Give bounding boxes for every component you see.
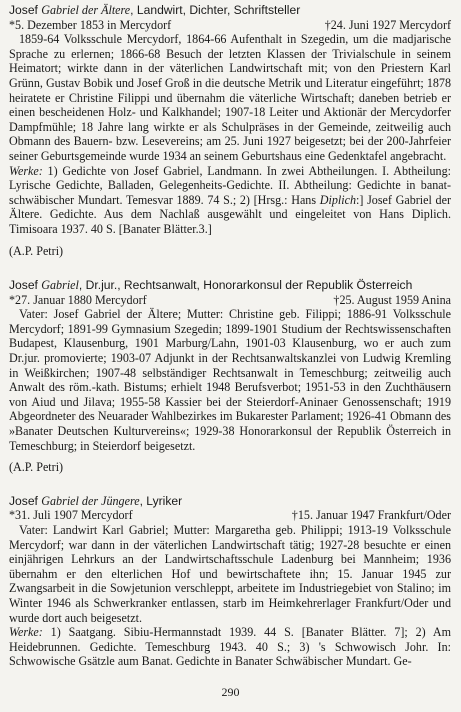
entry-name: Gabriel der Jüngere xyxy=(41,493,140,508)
entry-author: (A.P. Petri) xyxy=(9,460,64,475)
works-label: Werke: xyxy=(9,163,43,178)
works-text-italic: Diplich xyxy=(319,192,357,207)
biography: Vater: Josef Gabriel der Ältere; Mutter: Christine geb. Filippi; 1886-91 Volksschule Mercydorf; 1891-99 Gymnasium Szegedin; 1899-1901 Studium der Rechtswissenschaften Budapest, Klausenburg, 1901 Marburg/Lahn, 1901-03 Klausenburg, wo er auch zum Dr.jur. promovierte; 1903-07 Adjunkt in der Rechtsanwaltskanzlei von Ludwig Kremling in Weißkirchen; 1907-48 selbständiger Rechtsanwalt in Temeschburg; zeitweilig auch Anwalt des röm.-kath. Bistums; erhielt 1948 Berufsverbot; 1951-53 in den Zuchthäusern von Aiud und Jilava; 1955-58 Kassier bei der Steierdorf-Aninaer Genossenschaft; 1919 Abgeordneter des Neuarader Wahlbezirkes im Bukarester Parlament; 1926-41 Obmann des »Banater Deutschen Kulturvereins«; 1929-38 Honorarkonsul der Republik Österreich in Temeschburg; in Steierdorf beigesetzt. xyxy=(9,307,451,453)
entry-role: , Lyriker xyxy=(139,493,183,508)
biography: Vater: Landwirt Karl Gabriel; Mutter: Margaretha geb. Philippi; 1913-19 Volksschule Mercydorf; war dann in der väterlichen Landwirtschaft tätig; 1927-28 besuchte er einen einjährigen Lehrkurs an der Landwirtschaftsschule Ladenburg bei Mannheim; 1936 übernahm er den elterlichen Hof und bewirtschaftete ihn; 15. Januar 1945 zur Zwangsarbeit in die Sowjetunion verschleppt, arbeitete im Industriegebiet von Stalino; im Winter 1946 als Schwerkranker entlassen, starb im Heimkehrerlager Frankfurt/Oder und wurde dort auch beigesetzt. xyxy=(9,523,451,625)
entry-heading xyxy=(9,3,451,18)
entry-author: (A.P. Petri) xyxy=(9,243,64,258)
birth-date: *5. Dezember 1853 in Mercydorf xyxy=(9,17,172,32)
death-date: †15. Januar 1947 Frankfurt/Oder xyxy=(291,508,451,523)
birth-date: *31. Juli 1907 Mercydorf xyxy=(9,508,133,523)
entry-gabriel-der-aeltere xyxy=(9,3,451,258)
entry-dates xyxy=(9,18,451,33)
works-text: 1) Saatgang. Sibiu-Hermannstadt 1939. 44 S. [Banater Blätter. 7]; 2) Am Heidebrunnen. Gedichte. Temeschburg 1943. 40 S.; 3) 's Schwowisch Johr. In: Schwowische Gsätzle aum Banat. Gedichte in Banater Schwäbischer Mundart. Ge- xyxy=(9,625,451,669)
entry-role: , Dr.jur., Rechtsanwalt, Honorarkonsul der Republik Österreich xyxy=(78,278,413,293)
entry-heading xyxy=(9,494,451,509)
works xyxy=(9,625,451,669)
entry-name: Gabriel der Ältere xyxy=(41,3,131,17)
entry-gabriel-dr-jur xyxy=(9,278,451,475)
entry-dates xyxy=(9,293,451,308)
works xyxy=(9,164,451,237)
entry-role: , Landwirt, Dichter, Schriftsteller xyxy=(130,3,301,17)
death-date: †24. Juni 1927 Mercydorf xyxy=(324,17,451,32)
works-text: 1) Gedichte von Josef Gabriel, Landmann. In zwei Abtheilungen. I. Abtheilung: Lyrische Gedichte, Balladen, Gelegenheits-Gedichte. II. Abtheilung: Gedichte in banat-schwäbischer Mundart. Temesvar 1889. 74 S.; 2) [Hrsg.: Hans xyxy=(9,163,451,207)
works-text-end: :] Josef Gabriel der Ältere. Gedichte. Aus dem Nachlaß ausgewählt und eingeleitet von Hans Diplich. Timisoara 1937. 40 S. [Banater Blätter.3.] xyxy=(9,192,451,236)
death-date: †25. August 1959 Anina xyxy=(333,292,451,307)
entry-firstname: Josef xyxy=(9,3,42,17)
entry-firstname: Josef xyxy=(9,493,42,508)
page-number: 290 xyxy=(221,685,240,699)
birth-date: *27. Januar 1880 Mercydorf xyxy=(9,292,147,307)
entry-gabriel-der-juengere xyxy=(9,494,451,669)
works-label: Werke: xyxy=(9,625,43,640)
entry-firstname: Josef xyxy=(9,278,42,293)
entry-name: Gabriel xyxy=(41,278,79,293)
entry-heading xyxy=(9,278,451,293)
entry-dates xyxy=(9,508,451,523)
biography: 1859-64 Volksschule Mercydorf, 1864-66 Aufenthalt in Szegedin, um die madjarische Sprache zu erlernen; 1866-68 Besuch der letzten Klassen der Trivialschule in seinem Heimatort; wirkte dann in der väterlichen Landwirtschaft mit; von den Priestern Karl Grünn, Gustav Bobik und Josef Groß in die deutsche Metrik und Literatur eingeführt; 1878 heiratete er Christine Filippi und übernahm die väterliche Wirtschaft; daneben betrieb er einen bescheidenen Holz- und Kalkhandel; 1907-18 Leiter und Aktionär der Mercydorfer Dampfmühle; 18 Jahre lang wirkte er als Schulpräses in der Gemeinde, zeitweilig auch Obmann des Bauern- bzw. Lesevereins; am 25. Juni 1927 beigesetzt; bei der 200-Jahrfeier seiner Geburtsgemeinde wurde 1934 an seinem Geburtshaus eine Gedenktafel angebracht. xyxy=(9,32,452,163)
